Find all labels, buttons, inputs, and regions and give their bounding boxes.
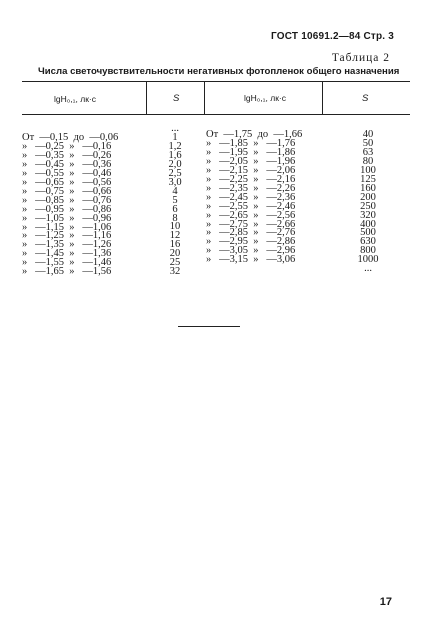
table-cell-s: 125 xyxy=(360,173,376,185)
column-header-right-s: S xyxy=(362,93,369,104)
table-cell-s: 2,5 xyxy=(168,167,182,179)
table-cell-range: » —2,95 » —2,86 xyxy=(206,236,296,248)
table-cell-range: » —3,15 » —3,06 xyxy=(206,254,296,266)
table-cell-s: 80 xyxy=(362,155,374,167)
table-cell-range: » —1,45 » —1,36 xyxy=(22,248,112,260)
table-cell-s: 4 xyxy=(172,185,178,197)
column-header-left-range: lgH₀,₁, лк·с xyxy=(54,94,96,104)
table-cell-s: 1000 xyxy=(357,254,379,266)
table-cell-s: 160 xyxy=(360,182,376,194)
table-caption: Числа светочувствительности негативных фотопленок общего назначения xyxy=(38,66,400,77)
table-cell-s: 1,2 xyxy=(168,140,182,152)
table-cell-range: » —0,85 » —0,76 xyxy=(22,194,112,206)
table-cell-range: » —2,85 » —2,76 xyxy=(206,227,296,239)
table-cell-s: 200 xyxy=(360,191,376,203)
page-header: ГОСТ 10691.2—84 Стр. 3 xyxy=(271,31,394,42)
table-cell-s: 40 xyxy=(362,129,374,140)
table-cell-range: » —0,65 » —0,56 xyxy=(22,176,112,188)
column-header-right-range: lgH₀,₁, лк·с xyxy=(244,93,286,103)
column-divider xyxy=(146,81,147,114)
table-cell-s: 100 xyxy=(360,164,376,176)
table-cell-range: » —1,55 » —1,46 xyxy=(22,257,112,269)
table-cell-range: От —1,75 до —1,66 xyxy=(206,129,303,140)
table-cell-range: От —0,15 до —0,06 xyxy=(22,132,119,143)
table-cell-range: » —3,05 » —2,96 xyxy=(206,245,296,257)
table-cell-range: » —2,05 » —1,96 xyxy=(206,155,296,167)
table-cell-s: ... xyxy=(171,123,179,134)
table-cell-range: » —1,15 » —1,06 xyxy=(22,221,112,233)
table-cell-s: 50 xyxy=(362,137,374,149)
table-cell-s: 6 xyxy=(172,203,178,215)
table-cell-s: 63 xyxy=(362,146,374,158)
table-cell-s: 250 xyxy=(360,200,376,212)
table-cell-s: 3,0 xyxy=(168,176,182,188)
table-cell-range: » —1,05 » —0,96 xyxy=(22,212,112,224)
table-cell-s: 1,6 xyxy=(168,149,182,161)
table-cell-s: 320 xyxy=(360,209,376,221)
table-cell-range: » —2,25 » —2,16 xyxy=(206,173,296,185)
table-cell-s: 25 xyxy=(169,257,181,269)
table-cell-s: ... xyxy=(364,263,372,275)
table-cell-s: 16 xyxy=(169,239,181,251)
table-cell-s: 800 xyxy=(360,245,376,257)
table-top-rule xyxy=(22,81,410,82)
table-cell-s: 12 xyxy=(169,230,181,242)
table-cell-s: 500 xyxy=(360,227,376,239)
table-cell-s: 8 xyxy=(172,212,178,224)
table-cell-range: » —1,95 » —1,86 xyxy=(206,146,296,158)
table-cell-s: 630 xyxy=(360,236,376,248)
table-cell-range: » —0,45 » —0,36 xyxy=(22,158,112,170)
table-cell-s: 2,0 xyxy=(168,158,182,170)
table-cell-range: » —2,45 » —2,36 xyxy=(206,191,296,203)
table-header-rule xyxy=(22,114,410,115)
table-cell-range: » —1,85 » —1,76 xyxy=(206,137,296,149)
table-cell-range: » —0,95 » —0,86 xyxy=(22,203,112,215)
table-cell-range: » —2,55 » —2,46 xyxy=(206,200,296,212)
table-cell-range: » —1,35 » —1,26 xyxy=(22,239,112,251)
table-cell-range: » —2,35 » —2,26 xyxy=(206,182,296,194)
table-label: Таблица 2 xyxy=(331,52,390,64)
table-cell-s: 20 xyxy=(169,248,181,260)
table-cell-s: 32 xyxy=(169,266,181,278)
table-cell-range: » —1,25 » —1,16 xyxy=(22,230,112,242)
table-cell-range: » —0,35 » —0,26 xyxy=(22,149,112,161)
table-cell-s: 10 xyxy=(169,221,181,233)
table-end-rule xyxy=(178,326,240,327)
table-cell-s: 5 xyxy=(172,194,178,206)
table-cell-s: 400 xyxy=(360,218,376,230)
table-cell-s: 1 xyxy=(172,131,178,143)
table-cell-range: » —0,75 » —0,66 xyxy=(22,185,112,197)
table-cell-range: » —0,55 » —0,46 xyxy=(22,167,112,179)
table-cell-range: » —0,25 » —0,16 xyxy=(22,140,112,152)
page-number: 17 xyxy=(379,596,392,608)
column-divider xyxy=(322,81,323,114)
table-cell-range: » —2,15 » —2,06 xyxy=(206,164,296,176)
column-divider xyxy=(204,81,205,114)
table-cell-range: » —2,65 » —2,56 xyxy=(206,209,296,221)
column-header-left-s: S xyxy=(173,93,180,104)
table-cell-range: » —2,75 » —2,66 xyxy=(206,218,296,230)
table-cell-range: » —1,65 » —1,56 xyxy=(22,266,112,278)
